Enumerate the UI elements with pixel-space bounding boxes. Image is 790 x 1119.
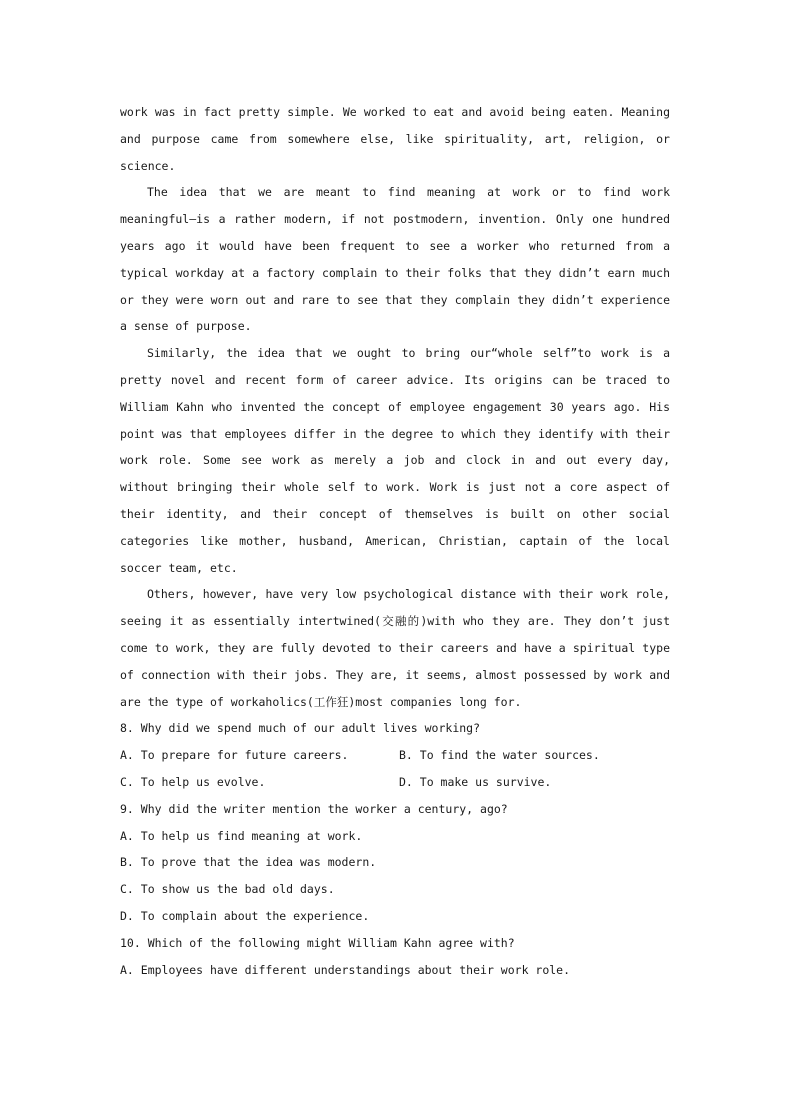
passage-paragraph-1: work was in fact pretty simple. We worked to eat and avoid being eaten. Meaning and purpose came from somewhere else, like spirituality, art, religion, or science. [120,105,670,173]
question-9-option-a: A. To help us find meaning at work. [120,828,363,843]
question-8-option-c: C. To help us evolve. [120,774,266,789]
question-10 [120,930,670,984]
passage-paragraph-4: Others, however, have very low psychological distance with their work role, seeing it as essentially intertwined(交融的)with who they are. They don’t just come to work, they are fully devoted to their careers and have a spiritual type of connection with their jobs. They are, it seems, almost possessed by work and are the type of workaholics(工作狂)most companies long for. [120,587,670,709]
question-9-stem: 9. Why did the writer mention the worker a century, ago? [120,801,508,816]
question-8-option-b: B. To find the water sources. [399,748,600,763]
question-8-stem: 8. Why did we spend much of our adult lives working? [120,721,481,736]
passage-paragraph-2: The idea that we are meant to find meaning at work or to find work meaningful—is a rather modern, if not postmodern, invention. Only one hundred years ago it would have been frequent to see a worker who returned from a typical workday at a factory complain to their folks that they didn’t earn much or they were worn out and rare to see that they complain they didn’t experience a sense of purpose. [120,185,670,334]
question-9-option-c: C. To show us the bad old days. [120,882,335,897]
document-page [120,99,670,983]
question-10-stem: 10. Which of the following might William Kahn agree with? [120,935,515,950]
question-9 [120,796,670,930]
question-9-option-d: D. To complain about the experience. [120,908,370,923]
passage-paragraph-3: Similarly, the idea that we ought to bring our“whole self”to work is a pretty novel and recent form of career advice. Its origins can be traced to William Kahn who invented the concept of employee engagement 30 years ago. His point was that employees differ in the degree to which they identify with their work role. Some see work as merely a job and clock in and out every day, without bringing their whole self to work. Work is just not a core aspect of their identity, and their concept of themselves is built on other social categories like mother, husband, American, Christian, captain of the local soccer team, etc. [120,346,670,575]
question-8-option-a: A. To prepare for future careers. [120,748,349,763]
question-9-option-b: B. To prove that the idea was modern. [120,855,377,870]
question-8 [120,715,670,795]
question-10-option-a: A. Employees have different understandings about their work role. [120,962,571,977]
question-8-option-d: D. To make us survive. [399,774,552,789]
